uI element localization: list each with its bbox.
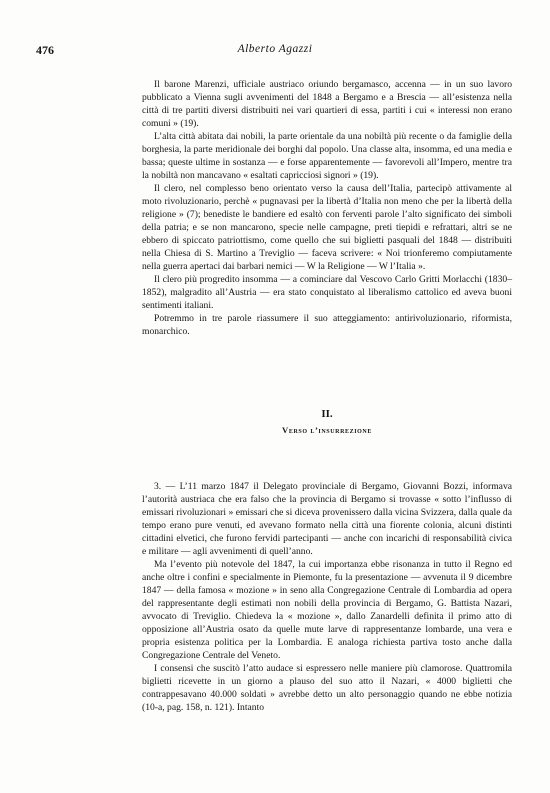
section-title: Verso l’insurrezione <box>282 425 372 435</box>
text-block-bottom <box>142 480 512 714</box>
paragraph: 3. — L’11 marzo 1847 il Delegato provinciale di Bergamo, Giovanni Bozzi, informava l’autorità austriaca che era falso che la provincia di Bergamo si trovasse « sotto l’influsso di emissari rivoluzionari » emissari che si diceva provenissero dalla vicina Svizzera, dalla quale da tempo erano pure venuti, ed avevano formato nella città una fiorente colonia, alcuni distinti cittadini elvetici, che furono fervidi partecipanti — anche con incarichi di responsabilità civica e militare — agli avvenimenti di quell’anno. <box>142 481 512 557</box>
paragraph: Potremmo in tre parole riassumere il suo atteggiamento: antirivoluzionario, riformista, monarchico. <box>142 313 512 337</box>
paragraph: I consensi che suscitò l’atto audace si espressero nelle maniere più clamorose. Quattromila biglietti ricevette in un giorno a plauso del suo atto il Nazari, « 4000 biglietti che contrappesavano 40.000 soldati » avrebbe detto un alto personaggio quando ne ebbe notizia (10-a, pag. 158, n. 121). Intanto <box>142 663 512 713</box>
paragraph: Il clero, nel complesso beno orientato verso la causa dell’Italia, partecipò attivamente al moto rivoluzionario, perchè « pugnavasi per la libertà d’Italia non meno che per la libertà della religione » (7); benediste le bandiere ed esaltò con ferventi parole l’alto significato dei simboli della patria; e se non mancarono, specie nelle campagne, preti tiepidi e refrattari, altri se ne ebbero di spiccato patriottismo, come quello che sui biglietti pasquali del 1848 — distribuiti nella Chiesa di S. Martino a Treviglio — faceva scrivere: « Noi trionferemo compiutamente nella guerra apertaci dai barbari nemici — W la Religione — W l’Italia ». <box>142 183 512 272</box>
running-title: Alberto Agazzi <box>237 43 313 55</box>
paragraph: L’alta città abitata dai nobili, la parte orientale da una nobiltà più recente o da famiglie della borghesia, la parte meridionale dei borghi dal popolo. Una classe alta, insomma, ed una media e bassa; queste ultime in sostanza — e forse apparentemente — favorevoli all’Impero, mentre tra la nobiltà non mancavano « esaltati capricciosi signori » (19). <box>142 131 512 181</box>
page-number: 476 <box>36 43 54 57</box>
section-number: II. <box>321 408 333 420</box>
paragraph: Ma l’evento più notevole del 1847, la cui importanza ebbe risonanza in tutto il Regno ed anche oltre i confini e specialmente in Piemonte, fu la presentazione — avvenuta il 9 dicembre 1847 — della famosa « mozione » in seno alla Congregazione Centrale di Lombardia ad opera del rappresentante degli estimati non nobili della provincia di Bergamo, G. Battista Nazari, avvocato di Treviglio. Chiedeva la « mozione », dallo Zanardelli definita il primo atto di opposizione all’Austria osato da quelle mute larve di rappresentanze lombarde, una vera e propria esistenza politica per la Lombardia. E analoga richiesta partiva tosto anche dalla Congregazione Centrale del Veneto. <box>142 559 512 661</box>
page-header <box>36 43 514 59</box>
paragraph: Il clero più progredito insomma — a cominciare dal Vescovo Carlo Gritti Morlacchi (1830–1852), malgradito all’Austria — era stato conquistato al liberalismo cattolico ed aveva buoni sentimenti italiani. <box>142 274 512 311</box>
paragraph: Il barone Marenzi, ufficiale austriaco oriundo bergamasco, accenna — in un suo lavoro pubblicato a Vienna sugli avvenimenti del 1848 a Bergamo e a Brescia — all’esistenza nella città di tre partiti diversi distribuiti nei vari quartieri di essa, partiti i cui « interessi non erano comuni » (19). <box>142 79 512 129</box>
text-block-top <box>142 78 512 338</box>
